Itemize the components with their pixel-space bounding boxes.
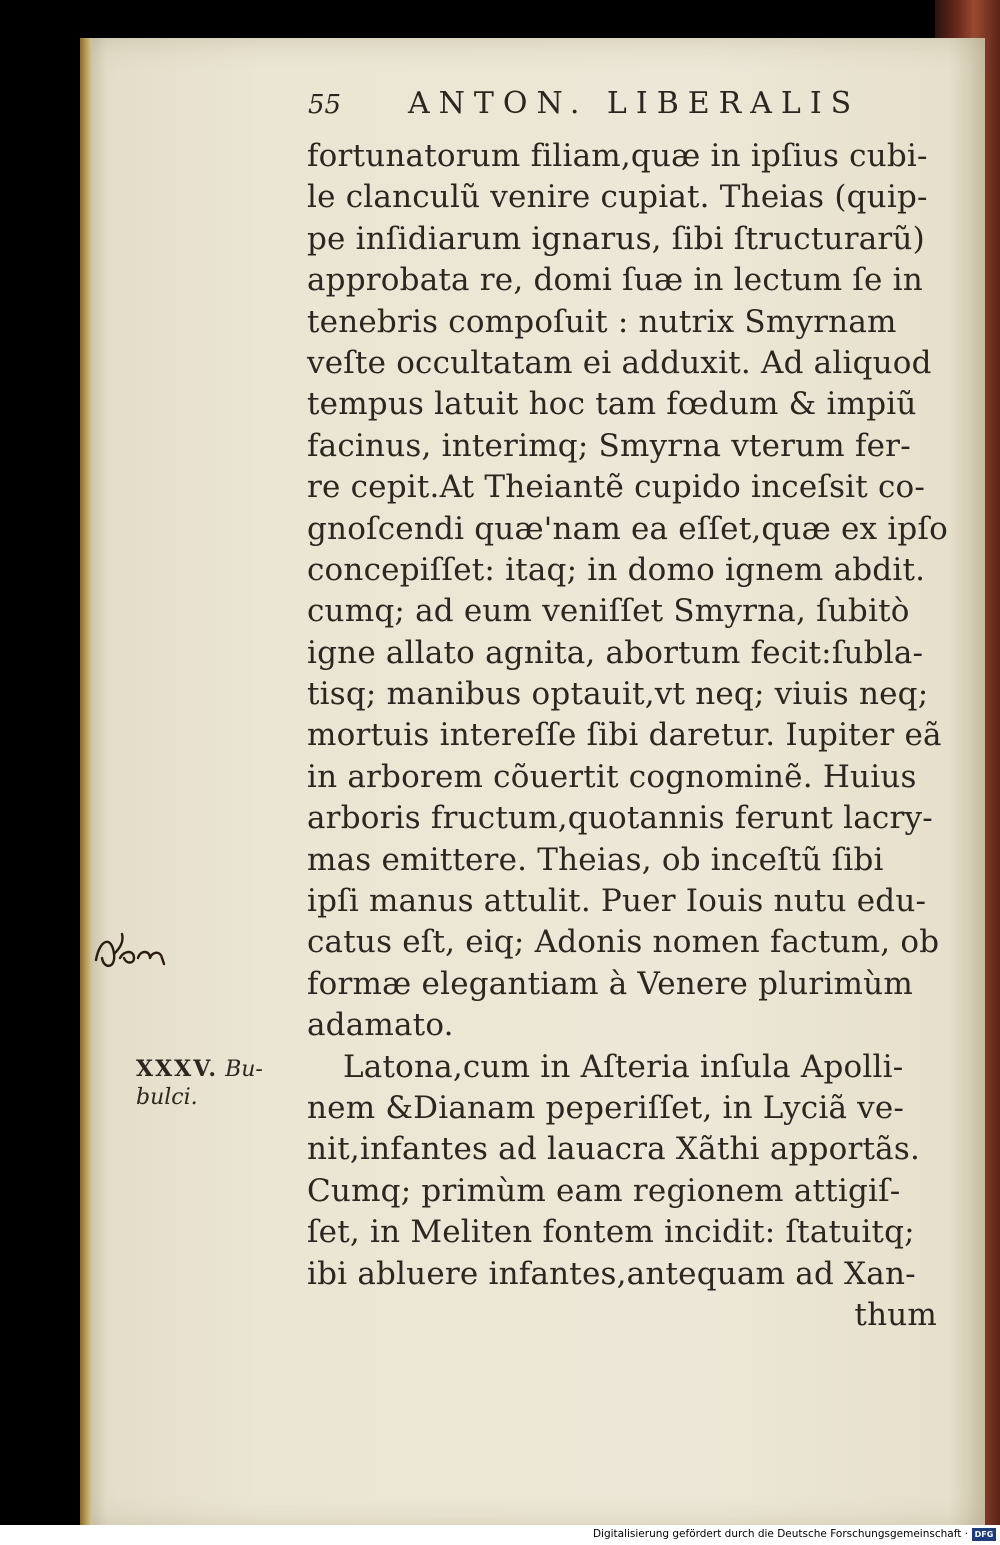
text-line: approbata re, domi ſuæ in lectum ſe in: [307, 262, 923, 299]
text-line: adamato.: [307, 1007, 454, 1044]
text-line: ipſi manus attulit. Puer Iouis nutu edu-: [307, 883, 927, 920]
main-text-block: [307, 136, 947, 1336]
text-line: mas emittere. Theias, ob inceſtũ ſibi: [307, 841, 884, 878]
text-line: facinus, interimq; Smyrna vterum fer-: [307, 427, 911, 464]
text-line: Cumq; primùm eam regionem attigiſ-: [307, 1172, 901, 1209]
text-line: ibi abluere infantes,antequam ad Xan-: [307, 1255, 916, 1292]
text-line: veſte occultatam ei adduxit. Ad aliquod: [307, 344, 932, 381]
page-gilt-edge: [80, 38, 92, 1528]
text-line: re cepit.At Theiantẽ cupido inceſsit co-: [307, 469, 926, 506]
funding-credit: Digitalisierung gefördert durch die Deutsche Forschungsgemeinschaft ·: [592, 1528, 968, 1540]
text-line: nit,infantes ad lauacra Xãthi apportãs.: [307, 1131, 920, 1168]
page-number: 55: [308, 90, 342, 120]
dfg-logo-icon: DFG: [972, 1528, 996, 1541]
text-line: fortunatorum filiam,quæ in ipſius cubi-: [307, 138, 928, 174]
running-title: ANTON. LIBERALIS: [408, 86, 861, 121]
text-line: formæ elegantiam à Venere plurimùm: [307, 965, 913, 1002]
text-line: gnoſcendi quæ'nam ea eſſet,quæ ex ipſo: [307, 510, 949, 547]
text-line: pe inſidiarum ignarus, ſibi ſtructurarũ): [307, 220, 925, 257]
running-head: [308, 86, 948, 126]
text-line: mortuis intereſſe ſibi daretur. Iupiter eã: [307, 717, 942, 754]
marginal-label-part1: Bu-: [225, 1057, 263, 1082]
text-line: tisq; manibus optauit,vt neq; viuis neq;: [307, 676, 929, 713]
text-line: in arborem cõuertit cognominẽ. Huius: [307, 758, 917, 795]
text-line: tenebris compoſuit : nutrix Smyrnam: [307, 303, 897, 340]
marginal-label-part2: bulci.: [136, 1085, 198, 1110]
text-line: le clanculũ venire cupiat. Theias (quip-: [307, 179, 928, 216]
digitization-footer: [0, 1525, 1000, 1545]
text-line: ſet, in Meliten fontem incidit: ſtatuitq;: [307, 1214, 915, 1251]
text-line: arboris fructum,quotannis ferunt lacry-: [307, 800, 933, 837]
marginal-chapter-number: XXXV.: [136, 1056, 219, 1082]
text-line: catus eſt, eiq; Adonis nomen factum, ob: [307, 924, 940, 961]
text-line-paragraph-start: Latona,cum in Aſteria inſula Apolli-: [343, 1048, 904, 1085]
text-line: igne allato agnita, abortum fecit:ſubla-: [307, 634, 924, 671]
catchword: thum: [854, 1296, 937, 1333]
text-line: concepiſſet: itaq; in domo ignem abdit.: [307, 551, 926, 588]
marginal-note: [136, 1055, 296, 1112]
text-line: cumq; ad eum veniſſet Smyrna, ſubitò: [307, 593, 910, 630]
handwritten-annotation: [90, 928, 180, 978]
text-line: nem &Dianam peperiſſet, in Lyciã ve-: [307, 1089, 905, 1126]
text-line: tempus latuit hoc tam fœdum & impiũ: [307, 386, 917, 423]
